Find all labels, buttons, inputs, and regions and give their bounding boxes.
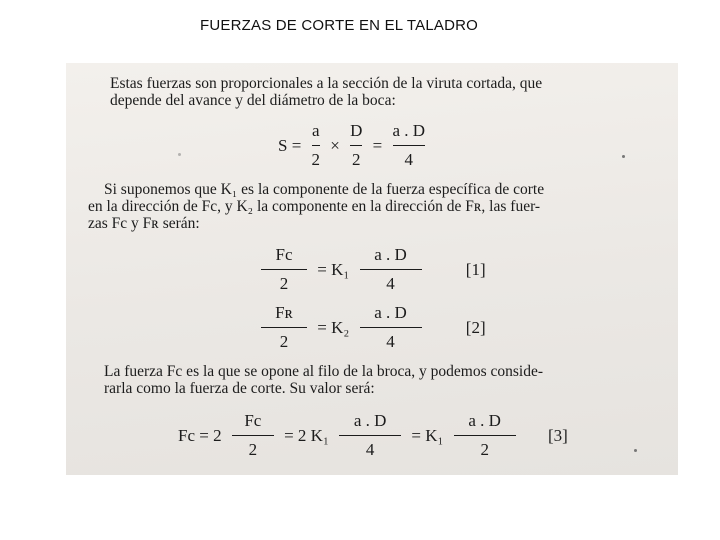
text-line: rarla como la fuerza de corte. Su valor será: [104, 380, 375, 397]
fraction-ad-over-4 [339, 411, 401, 460]
equals-k2: = K₂ [317, 317, 350, 337]
fraction-bar [360, 269, 422, 270]
numerator: D [350, 121, 363, 140]
equals-2k1: = 2 K₁ [284, 425, 329, 445]
fraction-a-over-2 [312, 121, 321, 170]
equation-number: [3] [547, 425, 568, 445]
denominator: 4 [386, 274, 395, 293]
numerator: a . D [468, 411, 501, 430]
equation-lhs: Fc = 2 [178, 425, 222, 445]
fraction-bar [350, 145, 362, 146]
fraction-bar [393, 145, 426, 146]
fraction-d-over-2 [350, 121, 362, 170]
slide-title: FUERZAS DE CORTE EN EL TALADRO [200, 17, 478, 34]
fraction-bar [339, 435, 401, 436]
paragraph-proportional-section [110, 75, 542, 109]
scan-speck [634, 449, 637, 452]
numerator: a [312, 121, 320, 140]
fraction-fr-over-2 [261, 303, 307, 352]
times-symbol: × [330, 135, 340, 155]
equation-number: [2] [465, 317, 486, 337]
fraction-bar [232, 435, 274, 436]
denominator: 2 [352, 150, 361, 169]
text-line: Si suponemos que K₁ es la componente de la fuerza específica de corte [104, 181, 545, 198]
denominator: 2 [311, 150, 321, 169]
denominator: 2 [248, 440, 258, 459]
equals-symbol: = [372, 135, 383, 155]
equals-k1: = K₁ [411, 425, 444, 445]
text-line: zas Fc y Fʀ serán: [88, 215, 200, 232]
equation-section-s [272, 121, 425, 170]
fraction-fc-over-2 [261, 245, 307, 294]
denominator: 4 [404, 150, 414, 169]
fraction-bar [261, 269, 307, 270]
equation-1 [261, 245, 486, 294]
denominator: 2 [279, 274, 289, 293]
fraction-ad-over-4 [360, 303, 422, 352]
fraction-ad-over-2 [454, 411, 516, 460]
fraction-ad-over-4 [393, 121, 426, 170]
equation-number: [1] [465, 259, 486, 279]
denominator: 4 [365, 440, 375, 459]
fraction-bar [360, 327, 422, 328]
equation-lhs: S = [278, 135, 302, 155]
numerator: Fc [275, 245, 293, 264]
text-line: depende del avance y del diámetro de la boca: [110, 92, 396, 109]
equals-k1: = K₁ [317, 259, 350, 279]
fraction-bar [454, 435, 516, 436]
equation-2 [261, 303, 486, 352]
numerator: a . D [353, 411, 387, 430]
numerator: a . D [374, 303, 407, 322]
text-line: Estas fuerzas son proporcionales a la sección de la viruta cortada, que [110, 75, 543, 92]
text-line: La fuerza Fc es la que se opone al filo de la broca, y podemos conside- [104, 363, 544, 380]
denominator: 2 [480, 440, 489, 459]
scan-speck [178, 153, 181, 156]
numerator: a . D [392, 121, 426, 140]
fraction-fc-over-2 [232, 411, 274, 460]
paragraph-specific-force-components [88, 181, 544, 232]
equation-3 [172, 411, 568, 460]
scan-speck [622, 155, 625, 158]
fraction-bar [312, 145, 321, 146]
denominator: 2 [279, 332, 289, 351]
fraction-bar [261, 327, 307, 328]
paragraph-cutting-force [104, 363, 543, 397]
numerator: Fc [244, 411, 262, 430]
scanned-textbook-page [66, 63, 678, 475]
numerator: Fʀ [275, 303, 293, 322]
text-line: en la dirección de Fc, y K₂ la componente en la dirección de Fʀ, las fuer- [88, 198, 541, 215]
fraction-ad-over-4 [360, 245, 422, 294]
numerator: a . D [374, 245, 407, 264]
denominator: 4 [386, 332, 395, 351]
